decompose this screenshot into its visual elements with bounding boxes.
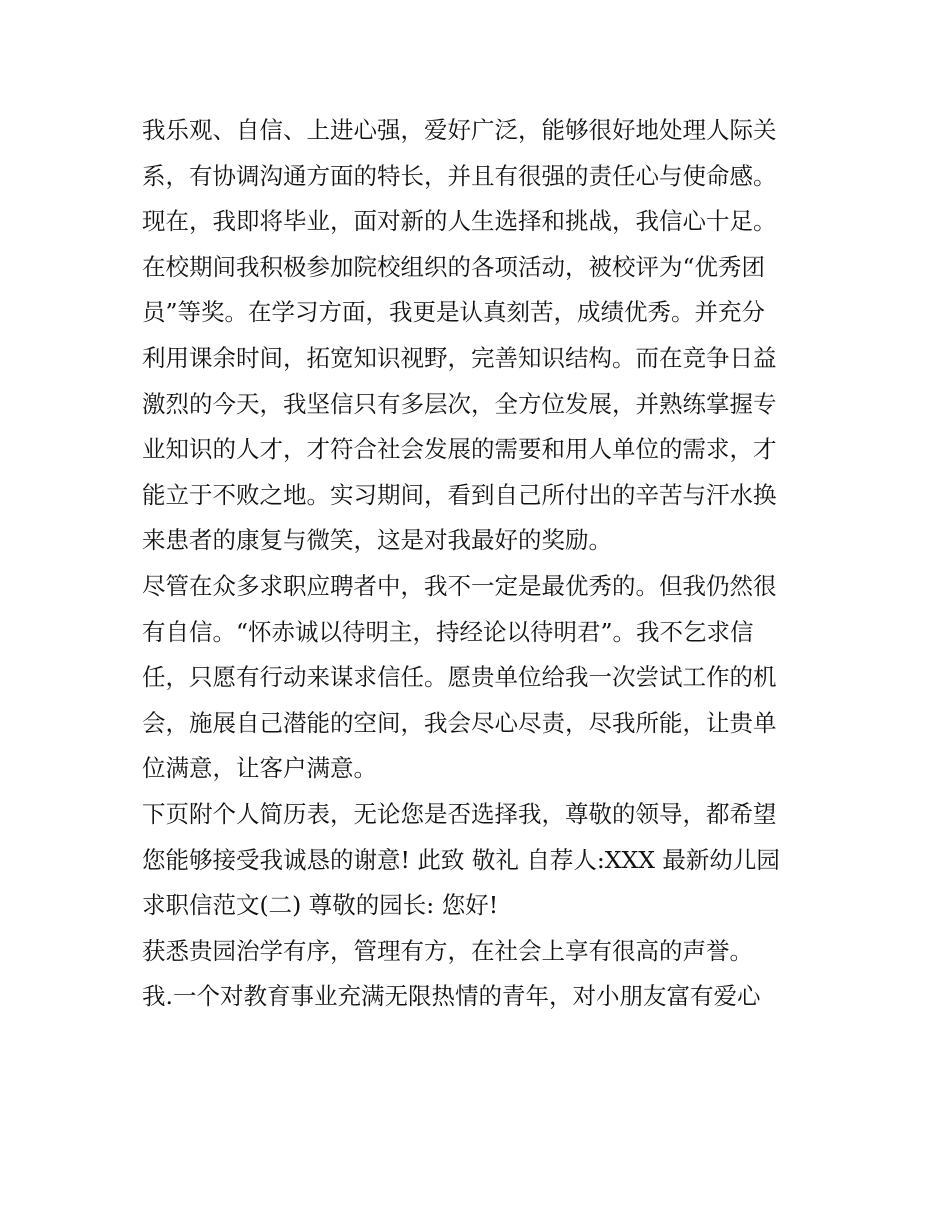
- text-line: 任，只愿有行动来谋求信任。愿贵单位给我一次尝试工作的机: [142, 663, 777, 692]
- text-line: 下页附个人简历表，无论您是否选择我，尊敬的领导，都希望: [142, 799, 777, 828]
- text-line: 现在，我即将毕业，面对新的人生选择和挑战，我信心十足。: [142, 207, 777, 236]
- text-line: 员”等奖。在学习方面，我更是认真刻苦，成绩优秀。并充分: [142, 298, 766, 327]
- text-line: 我.一个对教育事业充满无限热情的青年，对小朋友富有爱心: [142, 982, 761, 1011]
- text-line: 业知识的人才，才符合社会发展的需要和用人单位的需求，才: [142, 435, 777, 464]
- text-line: 您能够接受我诚恳的谢意! 此致 敬礼 自荐人:XXX 最新幼儿园: [142, 845, 780, 874]
- text-line: 系，有协调沟通方面的特长，并且有很强的责任心与使命感。: [142, 161, 777, 190]
- text-line: 求职信范文(二) 尊敬的园长: 您好!: [142, 891, 499, 920]
- text-line: 在校期间我积极参加院校组织的各项活动，被校评为“优秀团: [142, 252, 766, 281]
- text-line: 能立于不败之地。实习期间，看到自己所付出的辛苦与汗水换: [142, 480, 777, 509]
- text-line: 位满意，让客户满意。: [142, 754, 377, 783]
- text-line: 尽管在众多求职应聘者中，我不一定是最优秀的。但我仍然很: [142, 571, 777, 600]
- body-text: [142, 108, 822, 1020]
- text-line: 我乐观、自信、上进心强，爱好广泛，能够很好地处理人际关: [142, 116, 777, 144]
- text-line: 激烈的今天，我坚信只有多层次，全方位发展，并熟练掌握专: [142, 389, 777, 418]
- text-line: 来患者的康复与微笑，这是对我最好的奖励。: [142, 526, 612, 555]
- text-line: 有自信。“怀赤诚以待明主，持经论以待明君”。我不乞求信: [142, 617, 754, 646]
- text-line: 会，施展自己潜能的空间，我会尽心尽责，尽我所能，让贵单: [142, 708, 777, 737]
- text-line: 获悉贵园治学有序，管理有方，在社会上享有很高的声誉。: [142, 936, 753, 965]
- text-line: 利用课余时间，拓宽知识视野，完善知识结构。而在竞争日益: [142, 343, 777, 372]
